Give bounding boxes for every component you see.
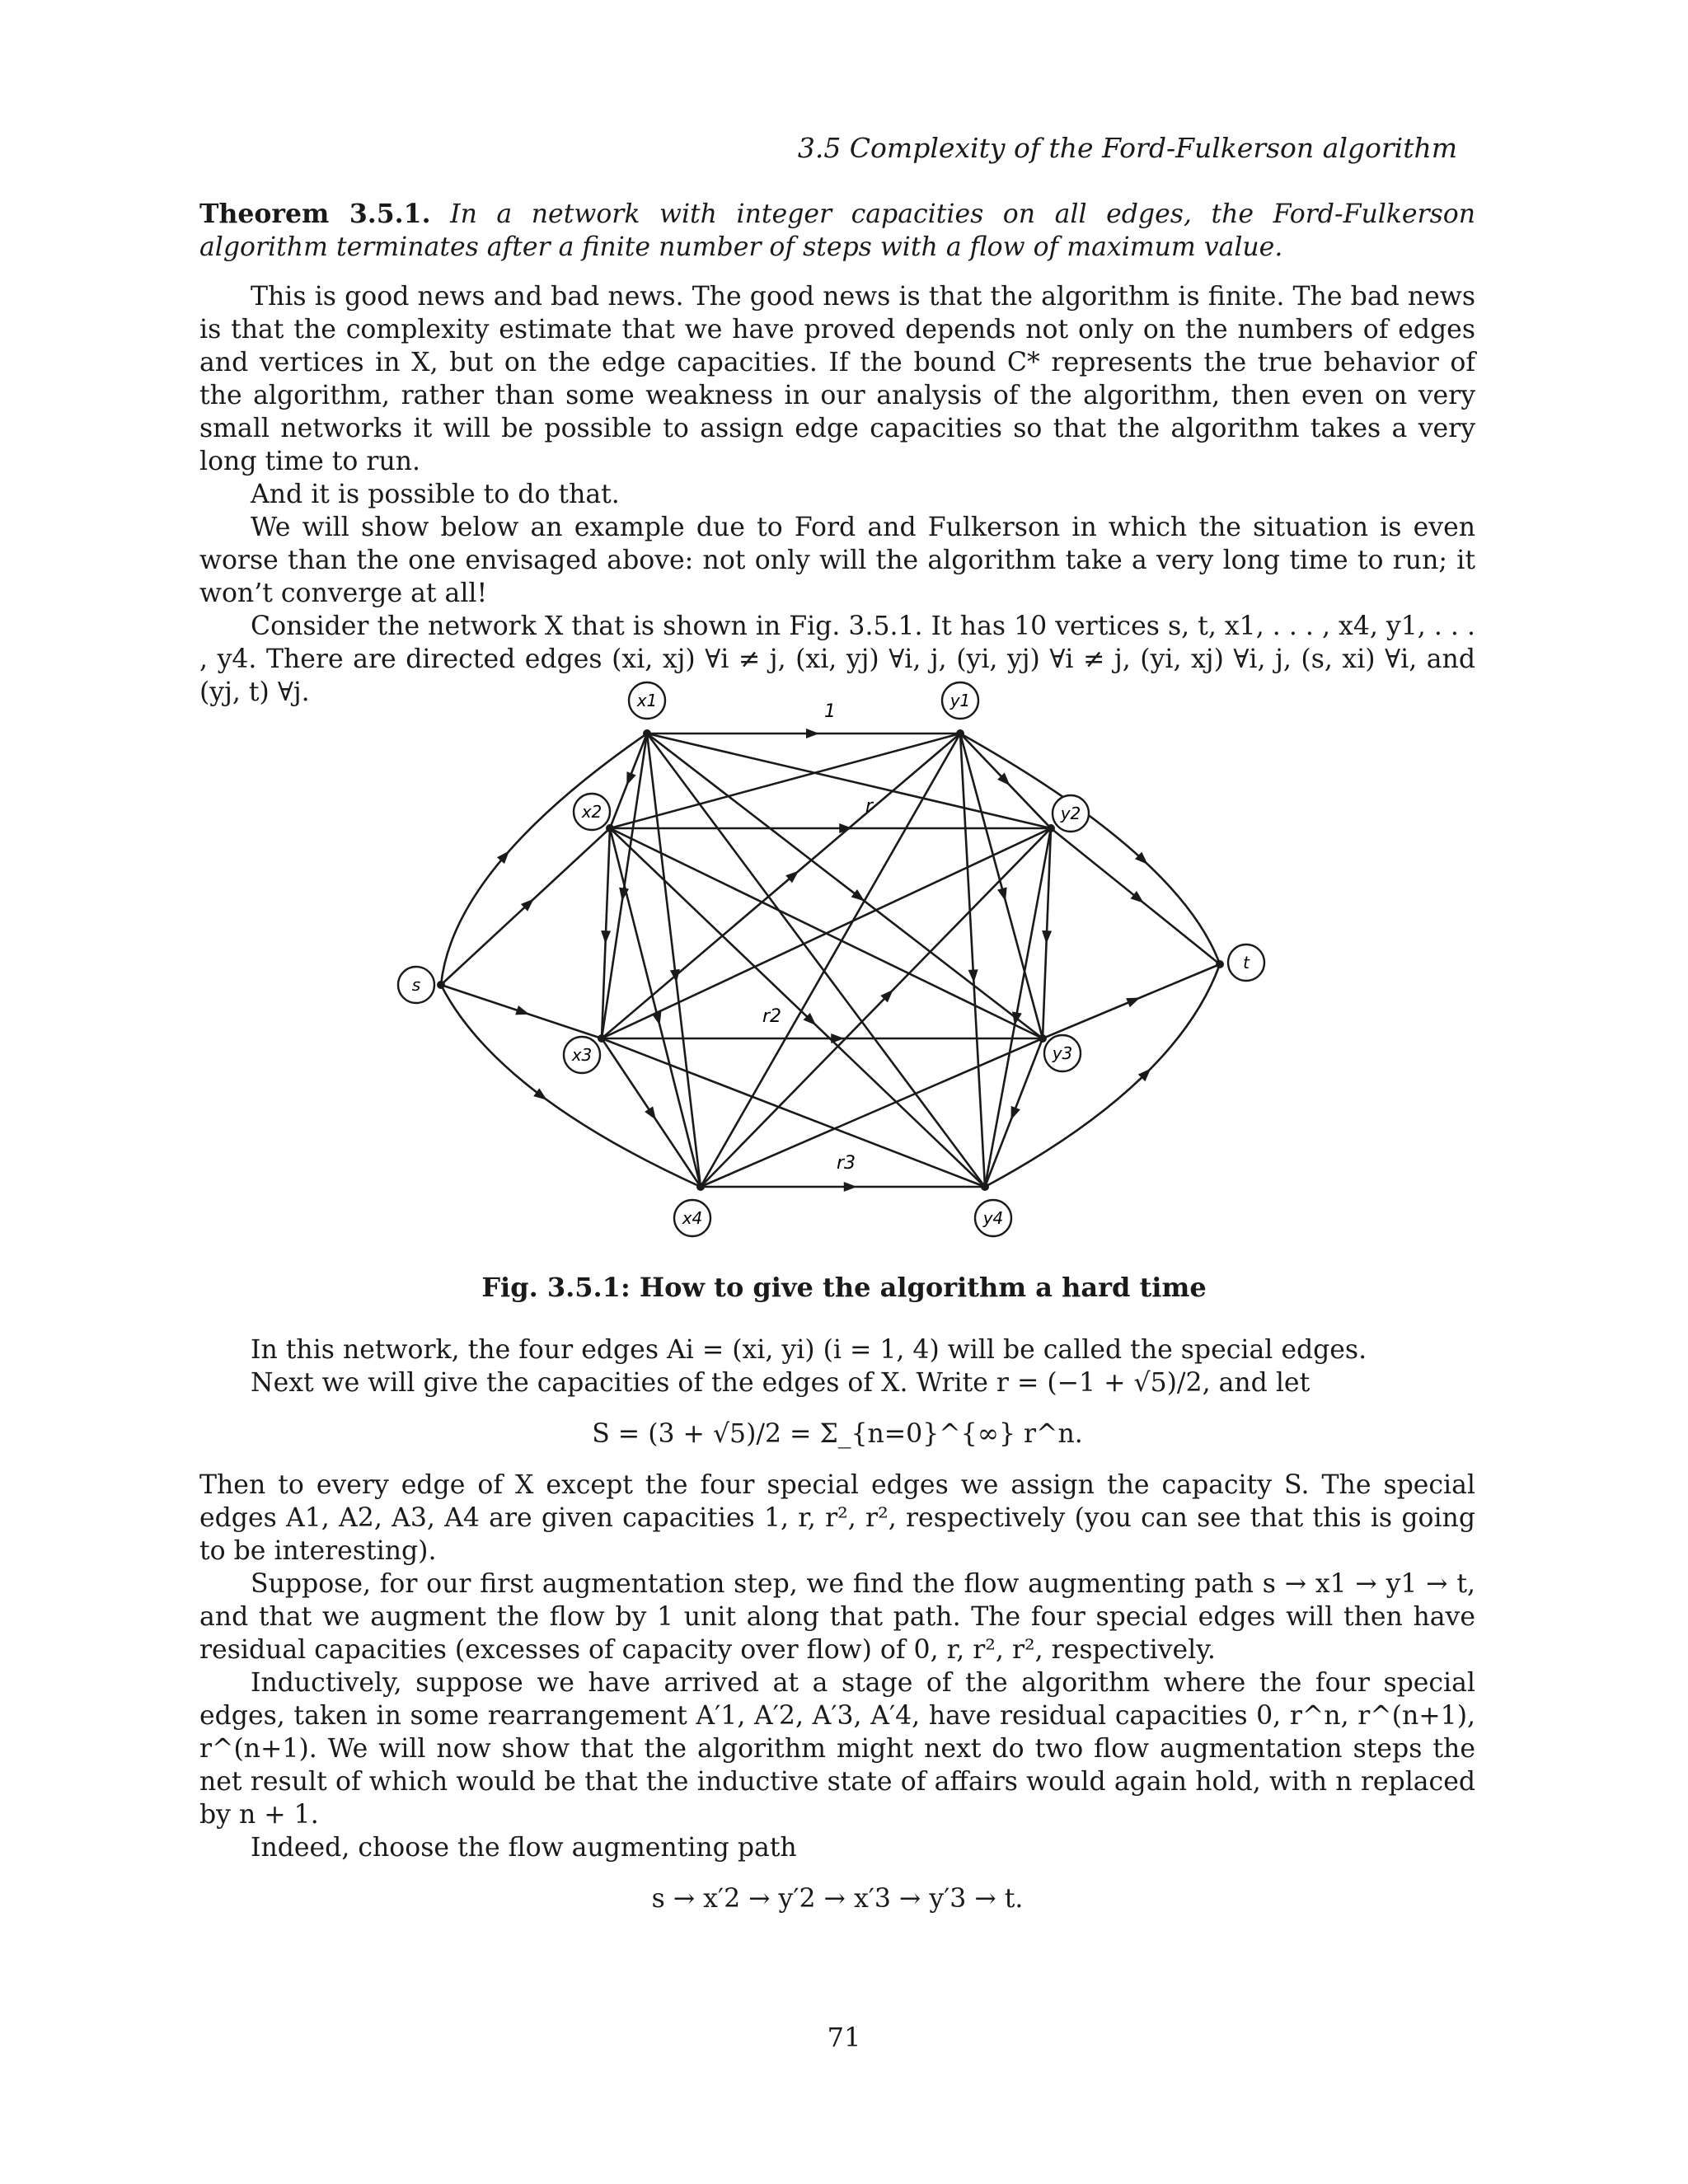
edge-label-x1y1: 1 (824, 701, 836, 722)
paragraph-6: Next we will give the capacities of the edges of X. Write r = (−1 + √5)/2, and let (251, 1368, 1311, 1398)
vertex-dot-s (437, 981, 445, 989)
paragraph-5: In this network, the four edges Ai = (xi, yi) (i = 1, 4) will be called the special edges. (251, 1335, 1367, 1365)
vertex-label-x1: x1 (636, 691, 658, 710)
theorem-block (199, 198, 1475, 264)
running-head: 3.5 Complexity of the Ford-Fulkerson algorithm (797, 132, 1457, 164)
edge-arrow-s-x4 (533, 1088, 546, 1099)
edge-group (441, 729, 1220, 1192)
paragraph-1: This is good news and bad news. The good news is that the algorithm is finite. The bad news is that the complexity estimate that we have proved depends not only on the numbers of edges and vertices in X, but on the edge capacities. If the bound C* represents the true behavior of the algorithm, rather than some weakness in our analysis of the algorithm, then even on very small networks it will be possible to assign edge capacities so that the algorithm takes a very long time to run. (199, 282, 1475, 476)
edge-y1-t (960, 733, 1220, 964)
paragraph-4: Consider the network X that is shown in Fig. 3.5.1. It has 10 vertices s, t, x1, . . . , x4, y1, . . . , y4. There are directed edges (xi, xj) ∀i ≠ j, (xi, yj) ∀i, j, (yi, yj) ∀i ≠ j, (yi, xj) ∀i, j, (s, xi) ∀i, and (yj, t) ∀j. (199, 612, 1475, 707)
edge-label-x3y3: r2 (762, 1006, 782, 1027)
vertex-dot-x4 (696, 1183, 705, 1191)
paragraph-2: And it is possible to do that. (251, 480, 620, 509)
edge-x2-x4 (610, 828, 701, 1187)
page-number: 71 (827, 2022, 861, 2053)
edge-y1-y4 (960, 733, 985, 1187)
vertex-label-t: t (1243, 953, 1250, 972)
edge-x2-y1 (610, 733, 960, 828)
edge-arrow-y1-y3 (997, 887, 1007, 901)
vertex-dot-x1 (643, 729, 651, 738)
theorem-text: In a network with integer capacities on all edges, the Ford-Fulkerson algorithm terminates after a finite number of steps with a flow of maximum value. (199, 199, 1476, 262)
edge-x3-y4 (602, 1038, 985, 1187)
network-figure (396, 651, 1302, 1253)
vertex-dot-x2 (606, 824, 614, 832)
edge-arrow-x1-x2 (626, 771, 635, 785)
edge-arrow-y3-y4 (1011, 1106, 1020, 1120)
edge-s-x4 (441, 985, 701, 1187)
vertex-label-s: s (411, 975, 421, 995)
vertex-label-y4: y4 (982, 1208, 1004, 1228)
vertex-label-y1: y1 (950, 691, 971, 710)
paragraph-10: Indeed, choose the flow augmenting path (251, 1833, 797, 1863)
edge-label-x4y4: r3 (837, 1153, 856, 1174)
vertex-label-x2: x2 (581, 802, 603, 822)
vertex-label-x4: x4 (682, 1208, 703, 1228)
edge-arrow-x4-y4 (844, 1182, 857, 1192)
equation-1: S = (3 + √5)/2 = Σ_{n=0}^{∞} r^n. (592, 1419, 1083, 1449)
vertex-label-x3: x3 (571, 1045, 593, 1065)
figure-caption: Fig. 3.5.1: How to give the algorithm a hard time (481, 1272, 1207, 1303)
edge-arrow-y3-t (1126, 998, 1140, 1008)
vertex-dot-y4 (981, 1183, 989, 1191)
edge-x3-y2 (602, 828, 1051, 1038)
equation-2: s → x′2 → y′2 → x′3 → y′3 → t. (651, 1884, 1024, 1914)
theorem-label: Theorem 3.5.1. (199, 199, 431, 229)
edge-label-x2y2: r (865, 796, 874, 817)
edge-arrow-x3-x4 (645, 1106, 656, 1120)
edge-y2-y4 (985, 828, 1051, 1187)
vertex-dot-x3 (598, 1034, 606, 1043)
vertex-dot-y1 (956, 729, 964, 738)
vertex-label-y3: y3 (1052, 1043, 1073, 1063)
intro-text (199, 280, 1475, 709)
vertex-dot-y3 (1039, 1034, 1047, 1043)
main-text (199, 1333, 1475, 1933)
vertex-dot-y2 (1047, 824, 1055, 832)
vertex-dot-t (1216, 960, 1224, 968)
edge-arrow-x1-y1 (806, 729, 819, 738)
edge-x4-y3 (701, 1038, 1043, 1187)
paragraph-8: Suppose, for our first augmentation step, we find the flow augmenting path s → x1 → y1 → t, and that we augment the flow by 1 unit along that path. The four special edges will then have residual capacities (excesses of capacity over flow) of 0, r, r², r², respectively. (199, 1569, 1475, 1665)
paragraph-3: We will show below an example due to Ford and Fulkerson in which the situation is even worse than the one envisaged above: not only will the algorithm take a very long time to run; it won’t converge at all! (199, 513, 1475, 608)
paragraph-9: Inductively, suppose we have arrived at a stage of the algorithm where the four special edges, taken in some rearrangement A′1, A′2, A′3, A′4, have residual capacities 0, r^n, r^(n+1), r^(n+1). We will now show that the algorithm might next do two flow augmentation steps the net result of which would be that the inductive state of affairs would again hold, with n replaced by n + 1. (199, 1668, 1475, 1830)
edge-arrow-s-x3 (515, 1005, 529, 1015)
edge-arrow-x2-x3 (601, 930, 611, 944)
vertex-label-y2: y2 (1060, 804, 1081, 823)
edge-arrow-y1-y4 (968, 969, 978, 982)
edge-arrow-y2-y3 (1042, 930, 1052, 944)
paragraph-7: Then to every edge of X except the four special edges we assign the capacity S. The special edges A1, A2, A3, A4 are given capacities 1, r, r², r², respectively (you can see that this is going to be interesting). (199, 1470, 1475, 1566)
